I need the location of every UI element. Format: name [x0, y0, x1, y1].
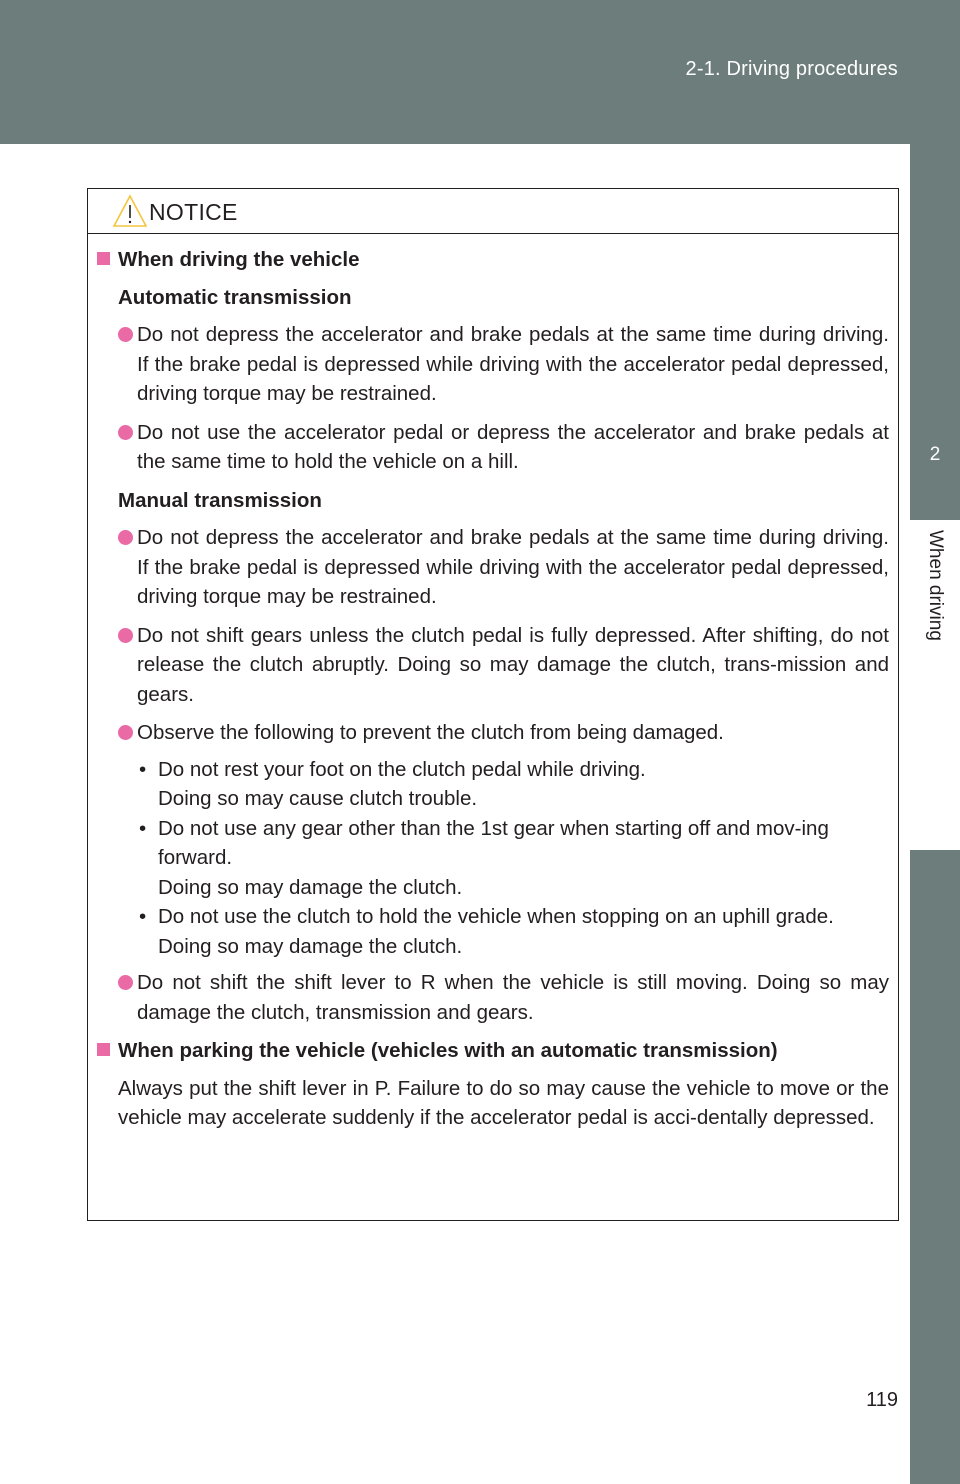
chapter-tab-top — [910, 144, 960, 414]
square-bullet-icon — [97, 252, 110, 265]
dash-item: • Do not use any gear other than the 1st gear when starting off and mov-ing forward. Doing so may damage the clutch. — [139, 816, 829, 899]
list-item: Do not use the accelerator pedal or depress the accelerator and brake pedals at the same time to hold the vehicle on a hill. — [97, 418, 889, 477]
list-item: Do not depress the accelerator and brake pedals at the same time during driving. If the brake pedal is depressed while driving with the accelerator pedal depressed, driving torque may be restrained. — [97, 523, 889, 612]
list-item: Do not shift gears unless the clutch pedal is fully depressed. After shifting, do not release the clutch abruptly. Doing so may damage the clutch, trans-mission and gears. — [97, 621, 889, 710]
notice-header — [88, 189, 898, 234]
section-heading: When driving the vehicle — [97, 245, 889, 275]
dash-item: • Do not rest your foot on the clutch pedal while driving. Doing so may cause clutch trouble. — [139, 757, 646, 810]
subheading: Automatic transmission — [118, 285, 352, 309]
circle-bullet-icon — [118, 327, 133, 342]
header-band — [0, 0, 960, 144]
circle-bullet-icon — [118, 628, 133, 643]
warning-triangle-icon — [112, 194, 148, 228]
chapter-tab — [910, 144, 960, 1484]
chapter-number: 2 — [929, 444, 941, 465]
subheading: Manual transmission — [118, 488, 322, 512]
list-item: Do not shift the shift lever to R when the vehicle is still moving. Doing so may damage the clutch, transmission and gears. — [97, 968, 889, 1027]
list-item: Do not depress the accelerator and brake pedals at the same time during driving. If the brake pedal is depressed while driving with the accelerator pedal depressed, driving torque may be restrained. — [97, 320, 889, 409]
dash-list — [97, 755, 889, 962]
section-heading: When parking the vehicle (vehicles with an automatic transmission) — [97, 1036, 889, 1066]
circle-bullet-icon — [118, 425, 133, 440]
notice-box — [87, 188, 899, 1221]
notice-content — [97, 245, 889, 1133]
chapter-number-band — [910, 414, 960, 520]
page-number: 119 — [866, 1389, 898, 1411]
circle-bullet-icon — [118, 725, 133, 740]
chapter-label: When driving — [925, 530, 946, 641]
section-title: 2-1. Driving procedures — [685, 58, 898, 80]
notice-title: NOTICE — [149, 199, 238, 225]
circle-bullet-icon — [118, 975, 133, 990]
circle-bullet-icon — [118, 530, 133, 545]
square-bullet-icon — [97, 1043, 110, 1056]
paragraph: Always put the shift lever in P. Failure to do so may cause the vehicle to move or the vehicle may accelerate suddenly if the accelerator pedal is acci-dentally depressed. — [118, 1076, 889, 1129]
dash-item: • Do not use the clutch to hold the vehicle when stopping on an uphill grade. Doing so may damage the clutch. — [139, 905, 834, 958]
list-item: Observe the following to prevent the clutch from being damaged. — [97, 718, 889, 748]
